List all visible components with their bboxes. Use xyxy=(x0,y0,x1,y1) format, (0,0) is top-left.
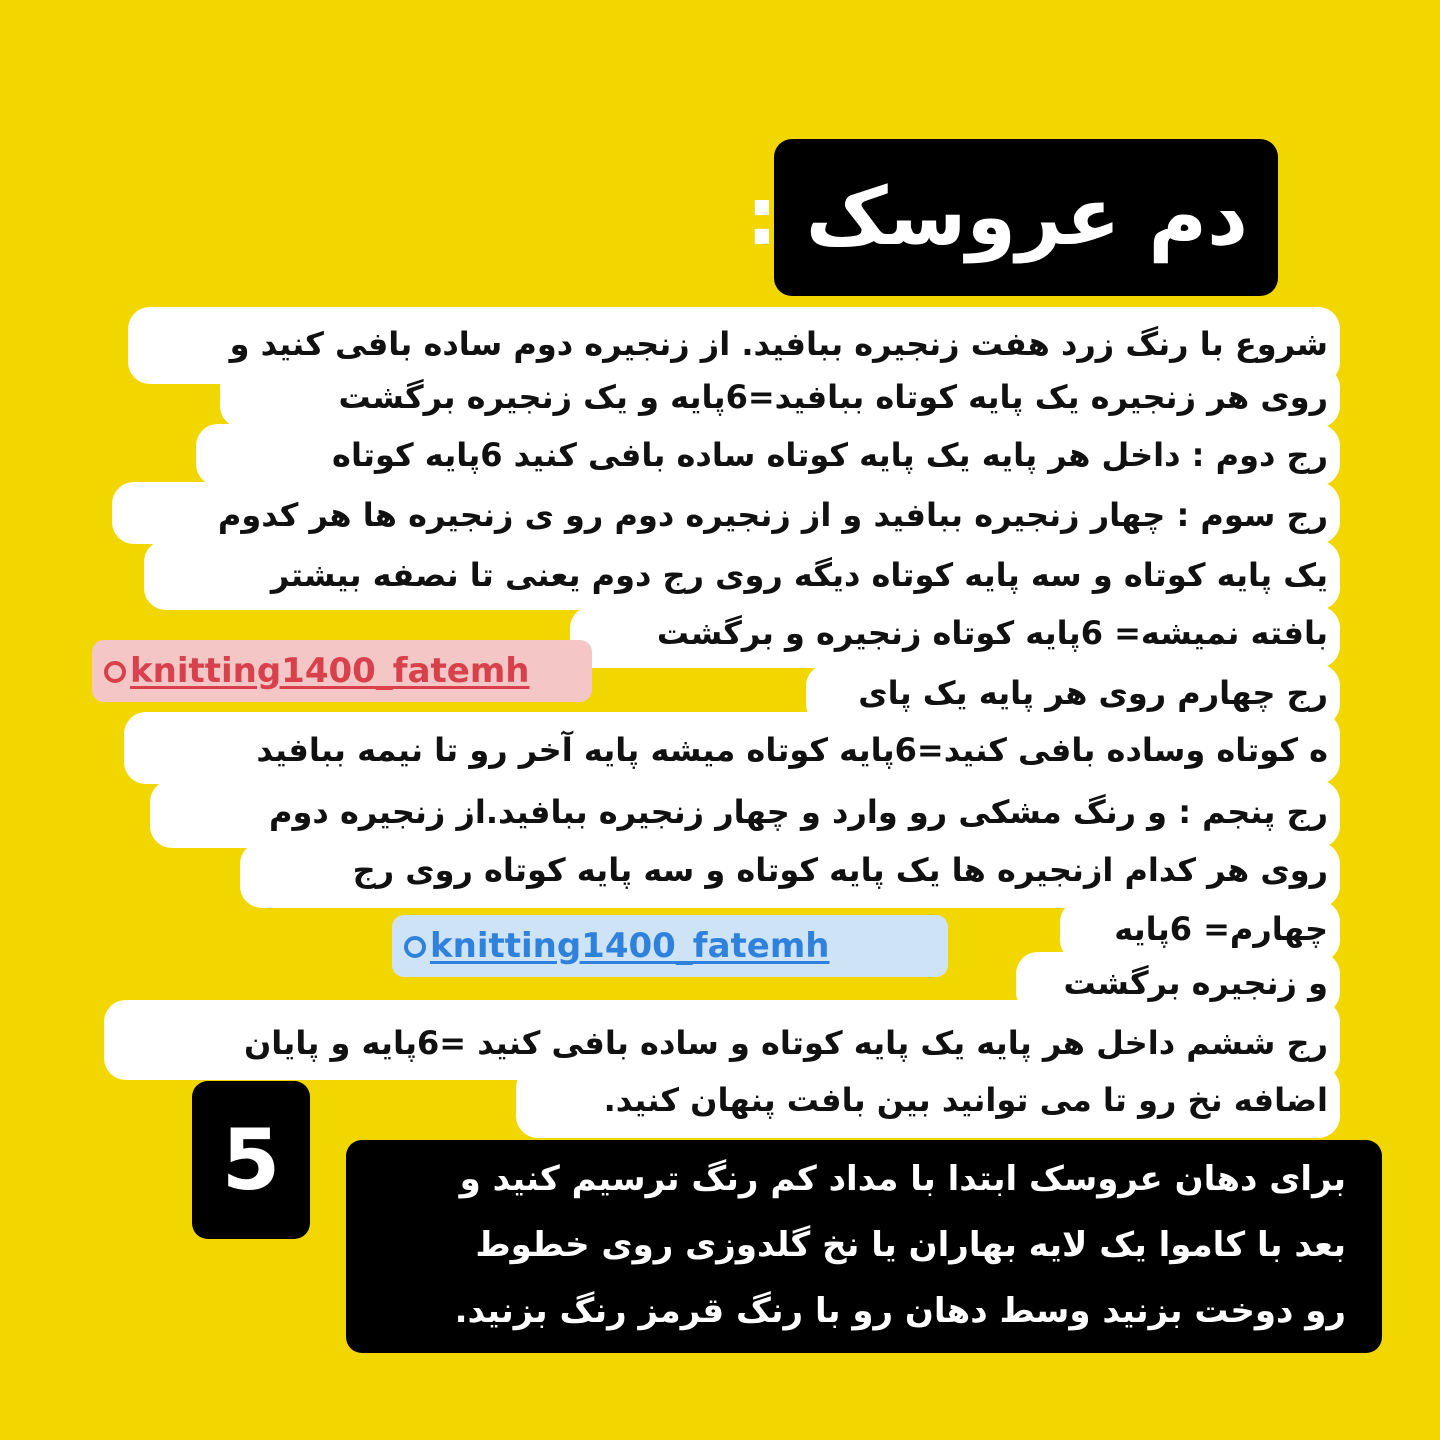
instruction-line: رج دوم : داخل هر پایه یک پایه کوتاه ساده بافی کنید 6پایه کوتاه xyxy=(332,436,1328,474)
instruction-line: ه کوتاه وساده بافی کنید=6پایه کوتاه میشه پایه آخر رو تا نیمه ببافید xyxy=(256,731,1328,769)
instruction-line: چهارم= 6پایه xyxy=(1114,910,1328,948)
instruction-line: بافته نمیشه= 6پایه کوتاه زنجیره و برگشت xyxy=(656,614,1328,652)
instruction-line: رج پنجم : و رنگ مشکی رو وارد و چهار زنجیره ببافید.از زنجیره دوم xyxy=(269,793,1328,831)
handle-text: knitting1400_fatemh xyxy=(430,926,830,966)
title-box xyxy=(745,139,1278,296)
threads-icon xyxy=(404,936,426,958)
step-number: 5 xyxy=(221,1111,281,1209)
instruction-line: رج سوم : چهار زنجیره ببافید و از زنجیره دوم رو ی زنجیره ها هر کدوم xyxy=(217,496,1328,534)
threads-icon xyxy=(104,661,126,683)
instruction-line: و زنجیره برگشت xyxy=(1063,964,1328,1002)
instruction-line: رج ششم داخل هر پایه یک پایه کوتاه و ساده بافی کنید =6پایه و پایان xyxy=(243,1024,1328,1062)
mouth-tip-line: بعد با کاموا یک لایه بهاران یا نخ گلدوزی روی خطوط xyxy=(475,1225,1346,1265)
page-title: دم عروسک : xyxy=(745,170,1248,263)
mouth-tip-line: رو دوخت بزنید وسط دهان رو با رنگ قرمز رنگ بزنید. xyxy=(454,1291,1346,1331)
watermark-handle[interactable] xyxy=(92,640,592,702)
instruction-line: یک پایه کوتاه و سه پایه کوتاه دیگه روی رج دوم یعنی تا نصفه بیشتر xyxy=(270,556,1328,594)
mouth-tip-line: برای دهان عروسک ابتدا با مداد کم رنگ ترسیم کنید و xyxy=(459,1159,1346,1199)
watermark-handle[interactable] xyxy=(392,915,948,977)
instruction-line: شروع با رنگ زرد هفت زنجیره ببافید. از زنجیره دوم ساده بافی کنید و xyxy=(229,325,1328,363)
instruction-line: اضافه نخ رو تا می توانید بین بافت پنهان کنید. xyxy=(603,1081,1328,1119)
instruction-line: روی هر زنجیره یک پایه کوتاه ببافید=6پایه و یک زنجیره برگشت xyxy=(338,378,1328,416)
instruction-line: رج چهارم روی هر پایه یک پای xyxy=(858,674,1328,712)
instruction-line: روی هر کدام ازنجیره ها یک پایه کوتاه و سه پایه کوتاه روی رج xyxy=(352,851,1328,889)
step-number-badge xyxy=(192,1081,310,1239)
handle-text: knitting1400_fatemh xyxy=(130,651,530,691)
mouth-tip-box xyxy=(346,1140,1382,1353)
